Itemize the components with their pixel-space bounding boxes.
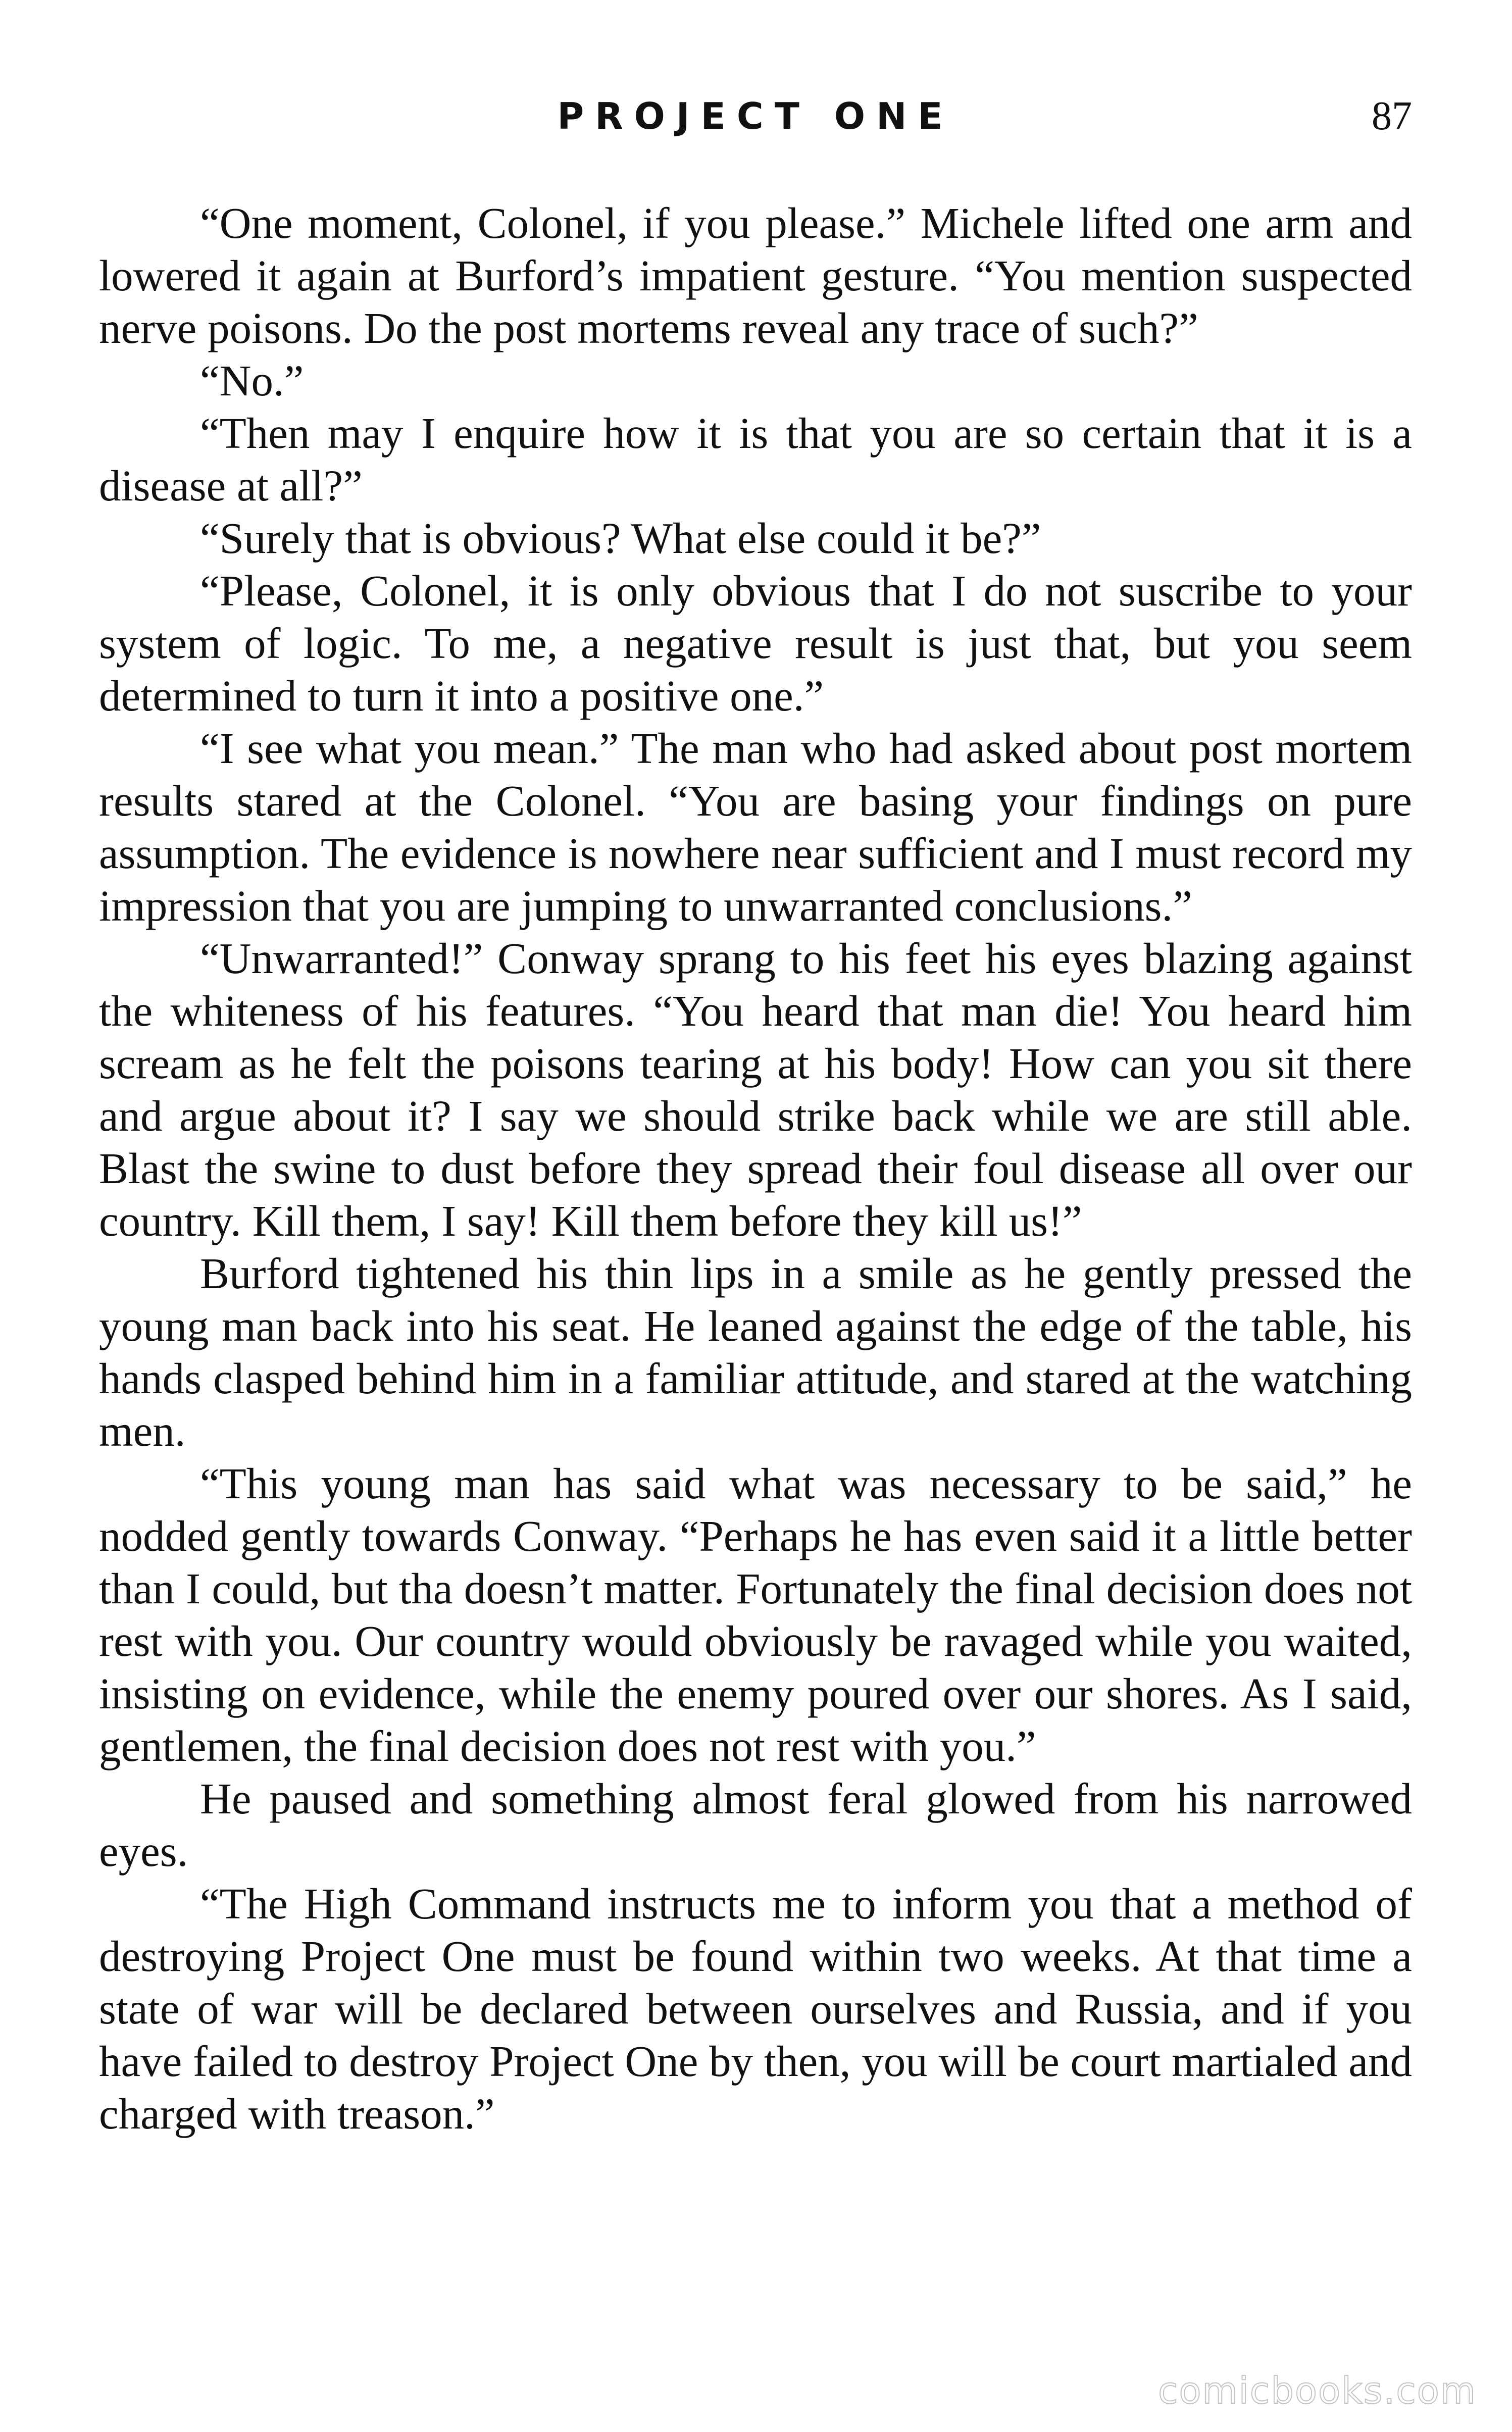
paragraph: “The High Command instructs me to inform you that a method of destroying Project One must be found within two weeks. At that time a state of war will be declared between ourselves and Russia, and if you have failed to destroy Project One by then, you will be court martialed and charged with treason.” bbox=[99, 1879, 1412, 2138]
paragraph: “One moment, Colonel, if you please.” Michele lifted one arm and lowered it again at Burford’s impatient gesture. “You mention suspected nerve poisons. Do the post mortems reveal any trace of such?” bbox=[99, 198, 1412, 352]
paragraph: “Surely that is obvious? What else could it be?” bbox=[200, 514, 1041, 563]
page-number: 87 bbox=[1372, 94, 1412, 138]
paragraph: “Unwarranted!” Conway sprang to his feet his eyes blazing against the whiteness of his features. “You heard that man die! You heard him scream as he felt the poisons tearing at his body! How can you sit there and argue about it? I say we should strike back while we are still able. Blast the swine to dust before they spread their foul disease all over our country. Kill them, I say! Kill them before they kill us!” bbox=[99, 934, 1412, 1245]
paragraph: “I see what you mean.” The man who had asked about post mortem results stared at the Colonel. “You are basing your findings on pure assumption. The evidence is nowhere near sufficient and I must record my impression that you are jumping to unwarranted conclusions.” bbox=[99, 724, 1412, 930]
paragraph: “This young man has said what was necessary to be said,” he nodded gently towards Conway. “Perhaps he has even said it a little better than I could, but tha doesn’t matter. Fortunately the final decision does not rest with you. Our country would obviously be ravaged while you waited, insisting on evidence, while the enemy poured over our shores. As I said, gentlemen, the final decision does not rest with you.” bbox=[99, 1459, 1412, 1770]
paragraph: Burford tightened his thin lips in a smile as he gently pressed the young man back into his seat. He leaned against the edge of the table, his hands clasped behind him in a familiar attitude, and stared at the watching men. bbox=[99, 1249, 1412, 1455]
running-head: PROJECT ONE bbox=[557, 95, 954, 137]
page-header bbox=[99, 88, 1412, 149]
paragraph: He paused and something almost feral glowed from his narrowed eyes. bbox=[99, 1774, 1412, 1876]
paragraph: “Then may I enquire how it is that you are so certain that it is a disease at all?” bbox=[99, 409, 1412, 510]
paragraph: “Please, Colonel, it is only obvious that I do not suscribe to your system of logic. To me, a negative result is just that, but you seem determined to turn it into a positive one.” bbox=[99, 566, 1412, 720]
watermark: comicbooks.com bbox=[1157, 2369, 1477, 2412]
body-text bbox=[99, 197, 1412, 2140]
paragraph: “No.” bbox=[200, 356, 304, 405]
